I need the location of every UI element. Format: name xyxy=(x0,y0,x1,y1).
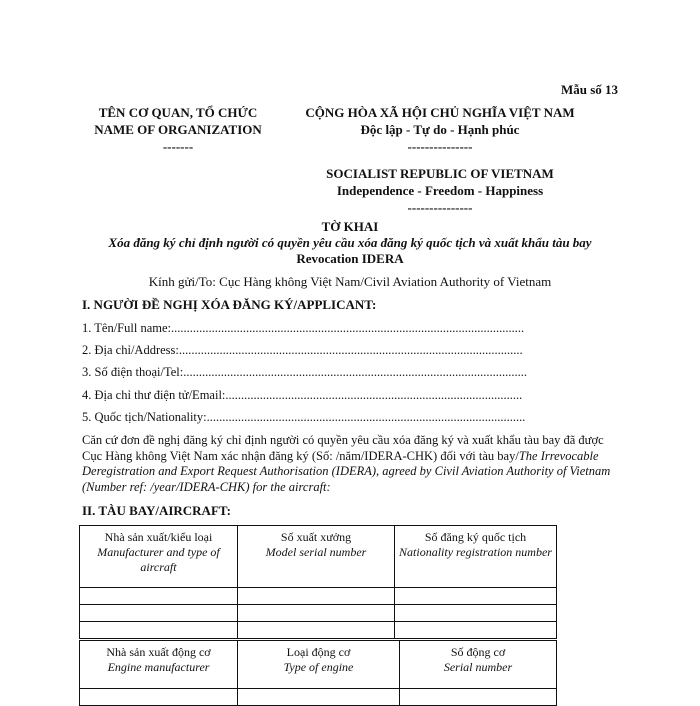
document-title xyxy=(60,219,640,267)
aircraft-table xyxy=(79,525,557,639)
basis-paragraph-en: The Irrevocable Deregistration and Export Request Authorisation (IDERA), agreed by Civil Aviation Authority of Vietnam (Number ref: /year/IDERA-CHK) for the aircraft: xyxy=(82,448,611,494)
table-cell[interactable] xyxy=(395,605,557,622)
header-model-serial-vn: Số xuất xưởng xyxy=(280,530,352,544)
engine-table xyxy=(79,640,557,706)
table-row xyxy=(80,622,557,639)
organization-name-vn: TÊN CƠ QUAN, TỔ CHỨC xyxy=(98,105,258,120)
header-engine-manufacturer xyxy=(80,641,238,689)
republic-separator-en: --------------- xyxy=(407,200,473,215)
header-engine-serial-en: Serial number xyxy=(443,660,513,674)
form-number: Mẫu số 13 xyxy=(560,82,618,97)
table-cell[interactable] xyxy=(80,605,238,622)
header-nationality-registration-en: Nationality registration number xyxy=(399,545,552,559)
table-cell[interactable] xyxy=(238,622,395,639)
field-full-name[interactable]: 1. Tên/Full name:................................................................................................................. xyxy=(82,321,525,335)
aircraft-table-header-row xyxy=(80,526,557,588)
header-engine-manufacturer-vn: Nhà sản xuất động cơ xyxy=(106,645,211,659)
republic-header-en xyxy=(270,165,610,216)
republic-name-en: SOCIALIST REPUBLIC OF VIETNAM xyxy=(326,166,554,181)
table-cell[interactable] xyxy=(80,689,238,706)
table-cell[interactable] xyxy=(395,622,557,639)
header-model-serial xyxy=(238,526,395,588)
table-cell[interactable] xyxy=(400,689,557,706)
organization-header xyxy=(78,104,278,155)
table-row xyxy=(80,588,557,605)
section-aircraft-heading: II. TÀU BAY/AIRCRAFT: xyxy=(82,503,231,518)
organization-separator: ------- xyxy=(162,139,194,154)
basis-paragraph xyxy=(82,433,622,495)
header-manufacturer-type-vn: Nhà sản xuất/kiểu loại xyxy=(104,530,213,544)
engine-table-header-row xyxy=(80,641,557,689)
republic-header-vn xyxy=(270,104,610,155)
header-engine-type-en: Type of engine xyxy=(283,660,354,674)
title-subtitle-en: Revocation IDERA xyxy=(296,251,404,266)
table-cell[interactable] xyxy=(238,605,395,622)
header-engine-manufacturer-en: Engine manufacturer xyxy=(107,660,210,674)
table-cell[interactable] xyxy=(80,622,238,639)
field-nationality[interactable]: 5. Quốc tịch/Nationality:...................................................................................................... xyxy=(82,410,526,424)
addressee-line: Kính gửi/To: Cục Hàng không Việt Nam/Civil Aviation Authority of Vietnam xyxy=(148,274,552,289)
motto-vn: Độc lập - Tự do - Hạnh phúc xyxy=(360,122,520,137)
header-manufacturer-type xyxy=(80,526,238,588)
header-engine-type xyxy=(238,641,400,689)
header-manufacturer-type-en: Manufacturer and type of aircraft xyxy=(97,545,220,574)
field-email[interactable]: 4. Địa chỉ thư điện tử/Email:............................................................................................... xyxy=(82,388,523,402)
field-tel[interactable]: 3. Số điện thoại/Tel:.............................................................................................................. xyxy=(82,365,527,379)
republic-name-vn: CỘNG HÒA XÃ HỘI CHỦ NGHĨA VIỆT NAM xyxy=(305,105,575,120)
header-nationality-registration-vn: Số đăng ký quốc tịch xyxy=(424,530,527,544)
republic-separator-vn: --------------- xyxy=(407,139,473,154)
header-engine-type-vn: Loại động cơ xyxy=(286,645,351,659)
title-subtitle: Xóa đăng ký chỉ định người có quyền yêu cầu xóa đăng ký quốc tịch và xuất khẩu tàu bay xyxy=(108,235,592,250)
motto-en: Independence - Freedom - Happiness xyxy=(336,183,544,198)
organization-name-en: NAME OF ORGANIZATION xyxy=(94,122,262,137)
header-nationality-registration xyxy=(395,526,557,588)
title-main: TỜ KHAI xyxy=(321,219,379,234)
header-engine-serial-vn: Số động cơ xyxy=(450,645,506,659)
table-cell[interactable] xyxy=(395,588,557,605)
table-cell[interactable] xyxy=(238,588,395,605)
table-row xyxy=(80,689,557,706)
field-address[interactable]: 2. Địa chỉ/Address:.............................................................................................................. xyxy=(82,343,523,357)
table-row xyxy=(80,605,557,622)
section-applicant-heading: I. NGƯỜI ĐỀ NGHỊ XÓA ĐĂNG KÝ/APPLICANT: xyxy=(82,297,377,312)
header-model-serial-en: Model serial number xyxy=(265,545,367,559)
basis-paragraph-vn: Căn cứ đơn đề nghị đăng ký chỉ định người có quyền yêu cầu xóa đăng ký và xuất khẩu tàu bay đã được Cục Hàng không Việt Nam xác nhận đăng ký (Số: /năm/IDERA-CHK) đối với tàu bay/ xyxy=(82,433,604,463)
table-cell[interactable] xyxy=(238,689,400,706)
table-cell[interactable] xyxy=(80,588,238,605)
header-engine-serial xyxy=(400,641,557,689)
